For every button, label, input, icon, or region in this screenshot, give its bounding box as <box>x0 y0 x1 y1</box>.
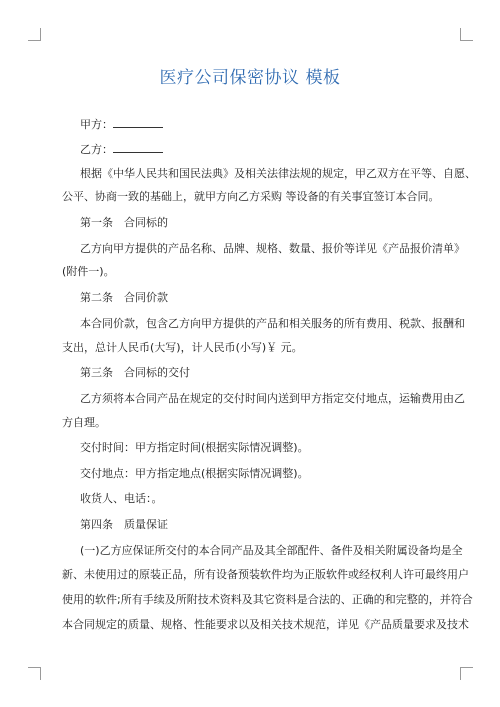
party-a-label: 甲方： <box>80 118 113 131</box>
body-line: 公平、协商一致的基础上，就甲方向乙方采购 等设备的有关事宜签订本合同。 <box>62 190 440 203</box>
crop-mark-bottom-left <box>28 667 41 680</box>
body-line: 新、未使用过的原装正品，所有设备预装软件均为正版软件或经权利人许可最终用户 <box>62 568 469 581</box>
body-line: 交付地点：甲方指定地点(根据实际情况调整)。 <box>80 467 309 480</box>
body-line: 乙方须将本合同产品在规定的交付时间内送到甲方指定交付地点，运输费用由乙 <box>80 392 465 405</box>
body-line: 本合同价款，包含乙方向甲方提供的产品和相关服务的所有费用、税款、报酬和 <box>80 317 465 330</box>
body-line: 交付时间：甲方指定时间(根据实际情况调整)。 <box>80 441 309 454</box>
body-line: (附件一)。 <box>62 265 115 278</box>
body-line: 方自理。 <box>62 416 106 429</box>
body-line: 使用的软件;所有手续及所附技术资料及其它资料是合法的、正确的和完整的，并符合 <box>62 593 473 606</box>
article-heading: 第四条 质量保证 <box>80 518 168 531</box>
body-line: 收货人、电话：。 <box>80 492 163 505</box>
body-line: 本合同规定的质量、规格、性能要求以及相关技术规范，详见《产品质量要求及技术 <box>62 618 469 631</box>
party-a-blank <box>113 117 163 128</box>
party-b-label: 乙方： <box>80 143 113 156</box>
article-heading: 第二条 合同价款 <box>80 291 168 304</box>
party-b-line <box>80 142 163 157</box>
body-line: (一)乙方应保证所交付的本合同产品及其全部配件、备件及相关附属设备均是全 <box>80 544 463 557</box>
body-line: 支出，总计人民币(大写)，计人民币(小写)￥ 元。 <box>62 341 303 354</box>
document-title: 医疗公司保密协议 模板 <box>159 68 341 88</box>
crop-mark-bottom-right <box>460 667 473 680</box>
party-b-blank <box>113 142 163 153</box>
crop-mark-top-left <box>28 28 41 41</box>
crop-mark-top-right <box>460 28 473 41</box>
body-line: 根据《中华人民共和国民法典》及相关法律法规的规定，甲乙双方在平等、自愿、 <box>80 167 476 180</box>
article-heading: 第三条 合同标的交付 <box>80 366 190 379</box>
party-a-line <box>80 117 163 132</box>
body-line: 乙方向甲方提供的产品名称、品牌、规格、数量、报价等详见《产品报价清单》 <box>80 242 465 255</box>
article-heading: 第一条 合同标的 <box>80 216 168 229</box>
